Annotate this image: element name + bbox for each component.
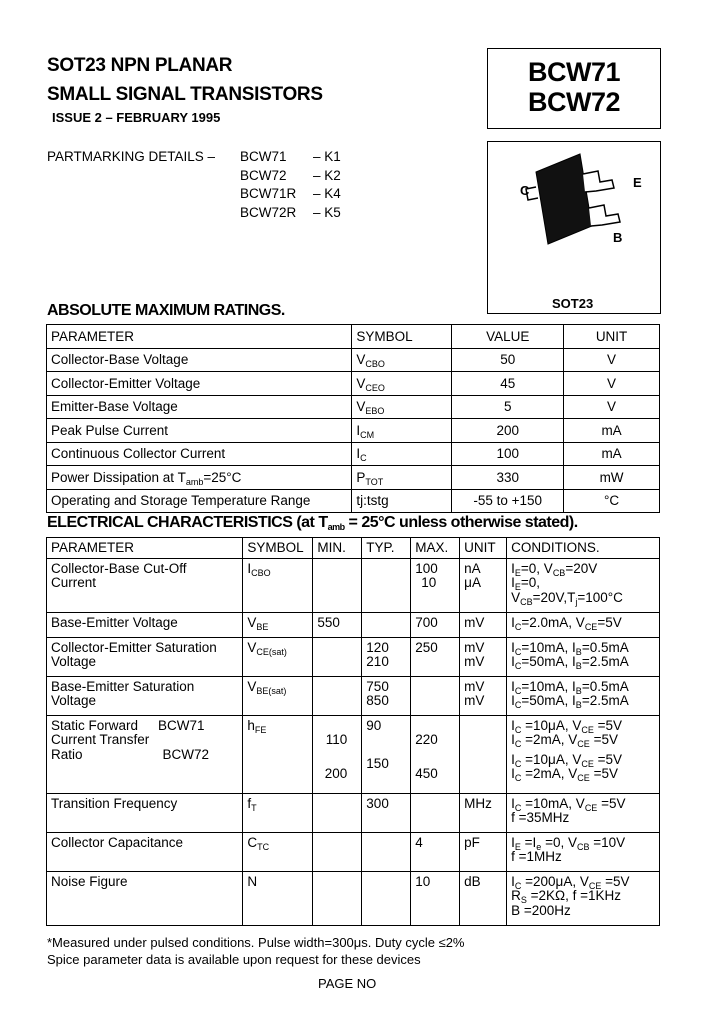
typ-cell: 90 150	[362, 715, 411, 793]
symbol-cell: $h_{FE}$	[243, 715, 313, 793]
typ-cell	[362, 871, 411, 925]
min-cell	[313, 832, 362, 871]
pin-b-label: B	[613, 230, 623, 245]
elec-char-title: ELECTRICAL CHARACTERISTICS (at $T_{amb} = 25^\circ C$ unless otherwise stated).	[47, 514, 578, 532]
conditions-cell: $I_C =10mA$, $V_{CE} =5V$ f =35MHz	[507, 793, 660, 832]
table-row	[47, 871, 660, 925]
part-number-box	[487, 48, 661, 129]
min-cell	[313, 676, 362, 715]
partmarking-label: PARTMARKING DETAILS –	[47, 149, 216, 164]
param-cell: Emitter-Base Voltage	[47, 395, 352, 419]
header-conditions: CONDITIONS.	[507, 538, 660, 559]
param-cell: Power Dissipation at $T_{amb}=25^\circ C$	[47, 466, 352, 490]
partmarking-mark: – K5	[313, 204, 341, 220]
table-row	[47, 715, 660, 793]
sot23-package-drawing	[488, 142, 660, 292]
header-min: MIN.	[313, 538, 362, 559]
symbol-cell: N	[243, 871, 313, 925]
conditions-cell: $I_E =I_e =0$, $V_{CB} =10V$ f =1MHz	[507, 832, 660, 871]
unit-cell: mV	[460, 612, 507, 637]
value-cell: 330	[452, 466, 564, 490]
issue-date: ISSUE 2 – FEBRUARY 1995	[52, 110, 221, 125]
conditions-cell: $I_C=10mA$, $I_B=0.5mA$ $I_C=50mA$, $I_B=2.5mA$	[507, 676, 660, 715]
typ-cell	[362, 558, 411, 612]
unit-cell: V	[564, 395, 660, 419]
unit-cell: mW	[564, 466, 660, 490]
symbol-cell: $P_{TOT}$	[352, 466, 452, 490]
typ-cell	[362, 832, 411, 871]
unit-cell: MHz	[460, 793, 507, 832]
typ-cell: 300	[362, 793, 411, 832]
max-cell: 220 450	[411, 715, 460, 793]
param-cell: Continuous Collector Current	[47, 442, 352, 466]
part-number-1: BCW71	[528, 57, 621, 87]
symbol-cell: $V_{CEO}$	[352, 372, 452, 396]
min-cell: 110 200	[313, 715, 362, 793]
param-cell: Static Forward BCW71 Current Transfer Ratio BCW72	[47, 715, 243, 793]
typ-cell: 120 210	[362, 637, 411, 676]
unit-cell: mV mV	[460, 637, 507, 676]
symbol-cell: $V_{CE(sat)}$	[243, 637, 313, 676]
abs-max-title: ABSOLUTE MAXIMUM RATINGS.	[47, 302, 285, 319]
symbol-cell: $V_{EBO}$	[352, 395, 452, 419]
footnote-pulsed: *Measured under pulsed conditions. Pulse width=300μs. Duty cycle ≤2%	[47, 935, 465, 950]
footnote-spice: Spice parameter data is available upon request for these devices	[47, 952, 421, 967]
unit-cell: mV mV	[460, 676, 507, 715]
value-cell: 45	[452, 372, 564, 396]
min-cell	[313, 637, 362, 676]
part-number-2: BCW72	[528, 87, 621, 117]
table-row	[47, 637, 660, 676]
max-cell: 4	[411, 832, 460, 871]
header-symbol: SYMBOL	[352, 325, 452, 349]
elec-char-table	[46, 537, 660, 926]
max-cell: 250	[411, 637, 460, 676]
header-max: MAX.	[411, 538, 460, 559]
unit-cell: V	[564, 372, 660, 396]
conditions-cell: $I_C =200\mu A$, $V_{CE} =5V$ $R_S =2K\Omega$, f =1KHz B =200Hz	[507, 871, 660, 925]
symbol-cell: $f_T$	[243, 793, 313, 832]
table-row	[47, 558, 660, 612]
symbol-cell: $I_C$	[352, 442, 452, 466]
pin-e-label: E	[633, 175, 642, 190]
max-cell: 700	[411, 612, 460, 637]
table-header-row	[47, 538, 660, 559]
param-cell: Noise Figure	[47, 871, 243, 925]
package-name: SOT23	[552, 296, 594, 311]
conditions-cell: $I_C=10mA$, $I_B=0.5mA$ $I_C=50mA$, $I_B=2.5mA$	[507, 637, 660, 676]
title-line-1: SOT23 NPN PLANAR	[47, 55, 233, 76]
table-row	[47, 489, 660, 513]
value-cell: 5	[452, 395, 564, 419]
table-row	[47, 395, 660, 419]
table-row	[47, 793, 660, 832]
partmarking-part: BCW71	[240, 149, 287, 164]
value-cell: 50	[452, 348, 564, 372]
unit-cell	[460, 715, 507, 793]
table-header-row	[47, 325, 660, 349]
header-parameter: PARAMETER	[47, 325, 352, 349]
unit-cell: nA μA	[460, 558, 507, 612]
partmarking-part: BCW71R	[240, 186, 297, 201]
header-unit: UNIT	[564, 325, 660, 349]
symbol-cell: $C_{TC}$	[243, 832, 313, 871]
param-cell: Peak Pulse Current	[47, 419, 352, 443]
unit-cell: mA	[564, 419, 660, 443]
unit-cell: pF	[460, 832, 507, 871]
header-unit: UNIT	[460, 538, 507, 559]
table-row	[47, 419, 660, 443]
unit-cell: mA	[564, 442, 660, 466]
table-row	[47, 466, 660, 490]
max-cell	[411, 676, 460, 715]
param-cell: Collector-Emitter Voltage	[47, 372, 352, 396]
value-cell: -55 to +150	[452, 489, 564, 513]
partmarking-mark: – K2	[313, 167, 341, 183]
partmarking-part: BCW72R	[240, 204, 297, 220]
partmarking-parts	[240, 148, 296, 222]
table-row	[47, 372, 660, 396]
conditions-cell: $I_E=0$, $V_{CB}=20V$ $I_E=0$, $V_{CB}=20V,T_j=100^\circ C$	[507, 558, 660, 612]
param-cell: Collector-Base Voltage	[47, 348, 352, 372]
param-cell: Collector Capacitance	[47, 832, 243, 871]
abs-max-table	[46, 324, 660, 513]
header-value: VALUE	[452, 325, 564, 349]
partmarking-marks	[313, 148, 341, 222]
symbol-cell: $V_{CBO}$	[352, 348, 452, 372]
symbol-cell: $V_{BE}$	[243, 612, 313, 637]
symbol-cell: tj:tstg	[352, 489, 452, 513]
table-row	[47, 348, 660, 372]
page-number: PAGE NO	[318, 976, 377, 991]
conditions-cell: $I_C =10\mu A$, $V_{CE} =5V$ $I_C =2mA$, $V_{CE} =5V$ $I_C =10\mu A$, $V_{CE} =5V$ $I_C =2mA$, $V_{CE} =5V$	[507, 715, 660, 793]
unit-cell: dB	[460, 871, 507, 925]
value-cell: 200	[452, 419, 564, 443]
max-cell: 100 10	[411, 558, 460, 612]
symbol-cell: $I_{CBO}$	[243, 558, 313, 612]
min-cell: 550	[313, 612, 362, 637]
param-cell: Operating and Storage Temperature Range	[47, 489, 352, 513]
param-cell: Collector-Emitter Saturation Voltage	[47, 637, 243, 676]
param-cell: Collector-Base Cut-Off Current	[47, 558, 243, 612]
conditions-cell: $I_C=2.0mA$, $V_{CE}=5V$	[507, 612, 660, 637]
header-symbol: SYMBOL	[243, 538, 313, 559]
unit-cell: V	[564, 348, 660, 372]
max-cell	[411, 793, 460, 832]
symbol-cell: $I_{CM}$	[352, 419, 452, 443]
package-box	[487, 141, 661, 314]
table-row	[47, 676, 660, 715]
symbol-cell: $V_{BE(sat)}$	[243, 676, 313, 715]
table-row	[47, 612, 660, 637]
header-typ: TYP.	[362, 538, 411, 559]
max-cell: 10	[411, 871, 460, 925]
table-row	[47, 442, 660, 466]
param-cell: Base-Emitter Voltage	[47, 612, 243, 637]
partmarking-mark: – K1	[313, 149, 341, 164]
partmarking-mark: – K4	[313, 186, 341, 201]
min-cell	[313, 871, 362, 925]
title-line-2: SMALL SIGNAL TRANSISTORS	[47, 84, 323, 105]
typ-cell	[362, 612, 411, 637]
typ-cell: 750 850	[362, 676, 411, 715]
param-cell: Transition Frequency	[47, 793, 243, 832]
unit-cell: °C	[564, 489, 660, 513]
partmarking-part: BCW72	[240, 167, 287, 183]
min-cell	[313, 558, 362, 612]
table-row	[47, 832, 660, 871]
value-cell: 100	[452, 442, 564, 466]
min-cell	[313, 793, 362, 832]
pin-c-label: C	[520, 183, 530, 198]
param-cell: Base-Emitter Saturation Voltage	[47, 676, 243, 715]
header-parameter: PARAMETER	[47, 538, 243, 559]
